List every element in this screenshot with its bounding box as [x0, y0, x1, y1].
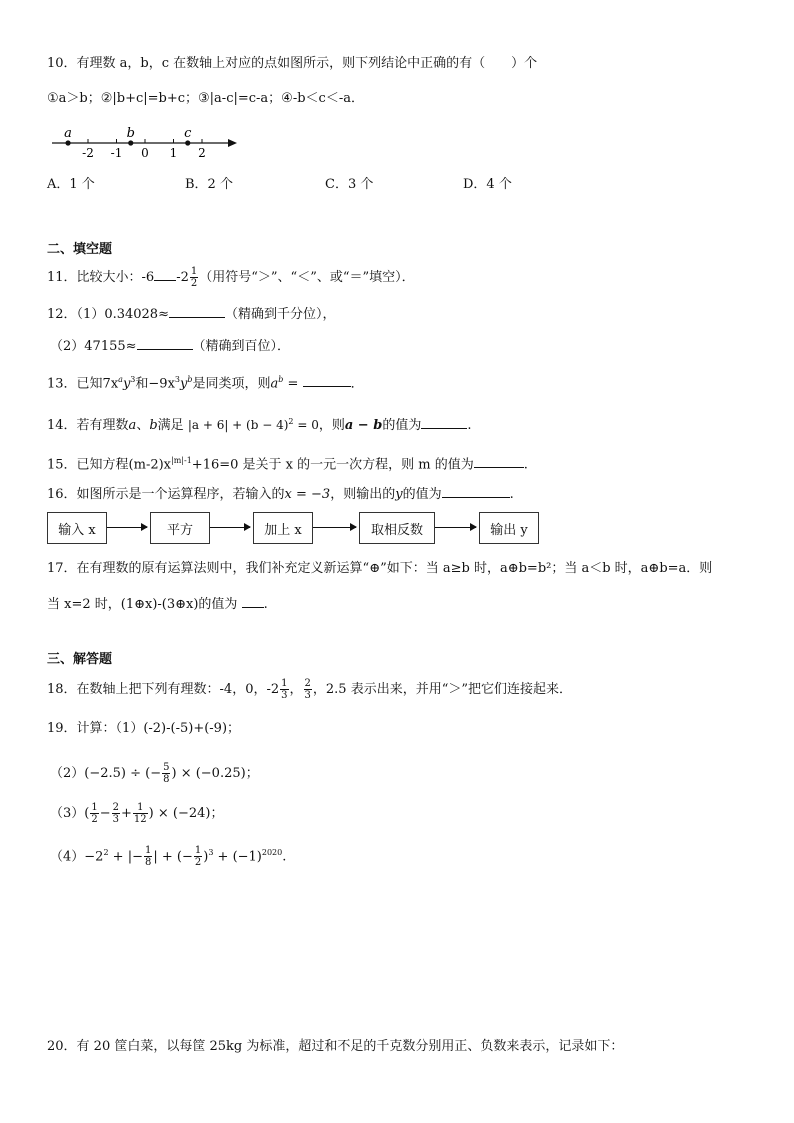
axis-point-a	[65, 140, 70, 145]
axis-tick-label: 1	[169, 146, 178, 160]
axis-point-c	[185, 140, 190, 145]
q10-statements: ①a＞b；②|b+c|=b+c；③|a-c|=c-a；④-b＜c＜-a．	[47, 91, 364, 106]
q12-part1: 12．（1）0.34028≈ （精确到千分位），	[47, 304, 335, 324]
q17-line2: 当 x=2 时，(1⊕x)-(3⊕x)的值为 .	[47, 594, 268, 614]
flow-box-square: 平方	[150, 512, 210, 544]
q18: 18．在数轴上把下列有理数：-4，0，-2 $\frac{1}{3}$ ， $\frac{2}{3}$ ，2.5 表示出来，并用“＞”把它们连接起来．	[47, 678, 573, 701]
q10-stem: 10．有理数 a，b，c 在数轴上对应的点如图所示，则下列结论中正确的有（ ）个	[47, 56, 538, 71]
q19-line4: $(4)-2^2$ + |− $\frac{1}{8}$ | + (− $\frac{1}{2}$ )$^3 + (-1)^{2020}$.	[50, 845, 287, 869]
axis-tick-label: 0	[141, 146, 149, 160]
q17-line1: 17．在有理数的原有运算法则中，我们补充定义新运算“⊕”如下：当 a≥b 时，a⊕b=b²；当 a＜b 时，a⊕b=a．则	[47, 561, 713, 576]
axis-point-label-b: b	[126, 126, 135, 141]
flow-arrow	[313, 527, 356, 528]
q12-part2: （2）47155≈ （精确到百位）．	[50, 336, 290, 356]
q19-line3: （3）( $\frac{1}{2}$ − $\frac{2}{3}$ + $\frac{1}{12}$ ) × (−24)；	[50, 802, 224, 825]
q10-option-a[interactable]: A．1 个	[47, 177, 95, 192]
q19-line2: （2）(−2.5) ÷ (− $\frac{5}{8}$ ) × (−0.25)；	[50, 762, 259, 785]
section-fill-in: 二、填空题	[47, 242, 113, 257]
q10-option-d[interactable]: D．4 个	[463, 177, 512, 192]
q20: 20．有 20 筐白菜，以每筐 25kg 为标准，超过和不足的千克数分别用正、负数来表示，记录如下：	[47, 1039, 624, 1054]
q13: 13．已知$7x^ay^3$和$-9x^3y^b$是同类项，则$a^b$ = ．	[47, 375, 364, 392]
q10-option-b[interactable]: B．2 个	[185, 177, 233, 192]
flow-arrow	[435, 527, 476, 528]
q11: 11．比较大小：-6 -2 $\frac{1}{2}$ （用符号“＞”、“＜”、或“＝”填空）．	[47, 266, 415, 289]
section-solve: 三、解答题	[47, 652, 113, 667]
axis-tick-label: 2	[198, 146, 206, 160]
flow-arrow	[210, 527, 250, 528]
q15: 15．已知方程$(m-2)x^{|m|-1}+16=0$ 是关于 x 的一元一次方程，则 m 的值为 .	[47, 456, 528, 473]
q16: 16．如图所示是一个运算程序，若输入的x = −3，则输出的y的值为 .	[47, 484, 514, 504]
axis-point-label-a: a	[64, 126, 72, 141]
q10-option-c[interactable]: C．3 个	[325, 177, 374, 192]
number-line-figure	[47, 126, 242, 162]
flow-box-input: 输入 x	[47, 512, 107, 544]
flow-box-negate: 取相反数	[359, 512, 435, 544]
q19-line1: 19．计算：（1）(-2)-(-5)+(-9)；	[47, 721, 241, 736]
axis-point-b	[128, 140, 133, 145]
axis-tick-label: -1	[110, 146, 123, 160]
flow-box-output: 输出 y	[479, 512, 539, 544]
q14: 14．若有理数a、b满足 $|a + 6| + (b - 4)^2 = 0$，则a − b的值为 .	[47, 417, 472, 433]
axis-tick-label: -2	[82, 146, 94, 160]
axis-point-label-c: c	[184, 126, 192, 141]
flow-box-add-x: 加上 x	[253, 512, 313, 544]
operation-flowchart	[47, 512, 542, 548]
flow-arrow	[107, 527, 147, 528]
